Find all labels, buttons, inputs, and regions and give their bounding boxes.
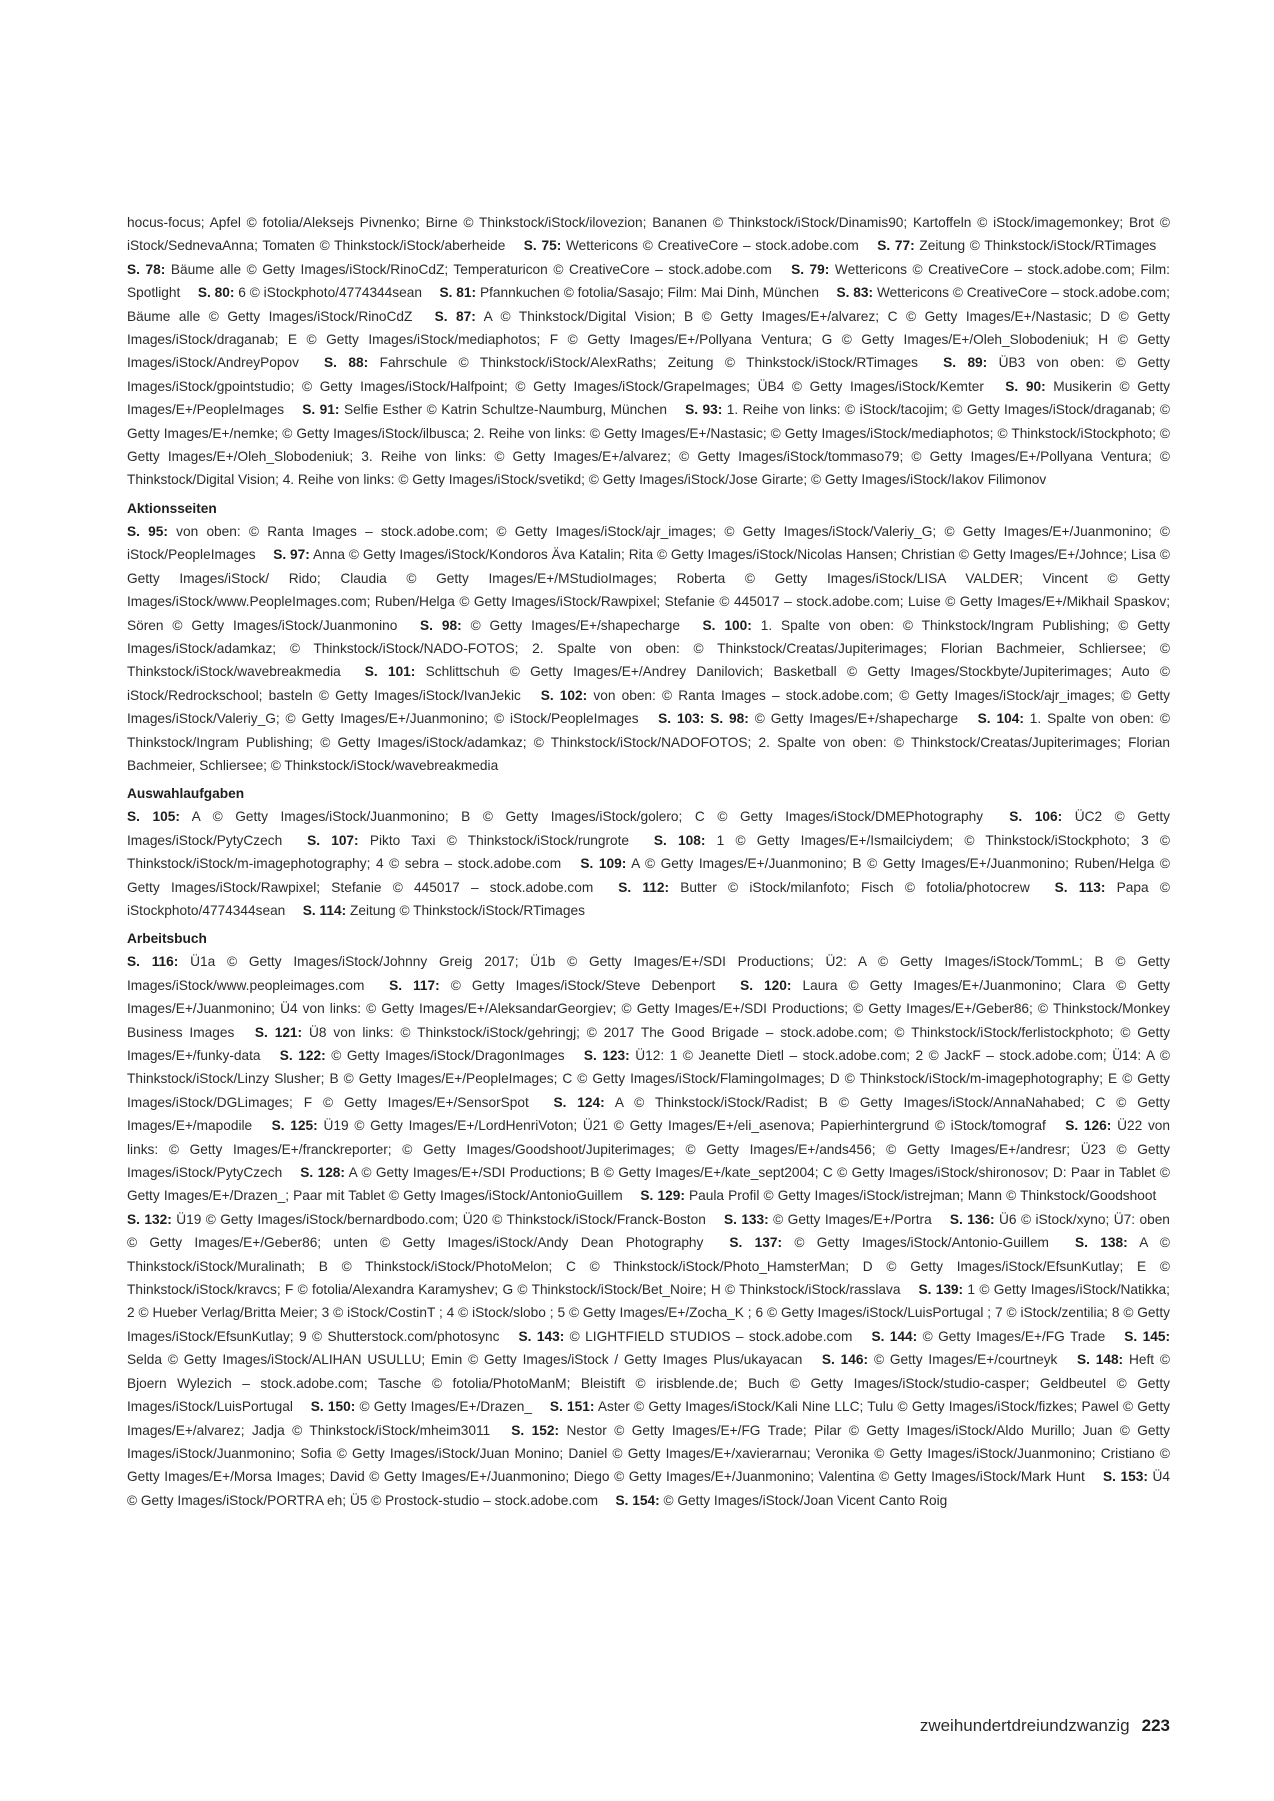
page-number: 223: [1141, 1716, 1170, 1735]
credit-text: © Getty Images/E+/Drazen_: [359, 1399, 533, 1415]
credit-text: 1. Spalte von oben: © Thinkstock/Ingram Publishing; © Getty Images/iStock/adamkaz; © Thinkstock/iStock/NADO-FOTOS; 2. Spalte von oben: © Thinkstock/Creatas/Jupiterimages; Florian Bachmeier, Schliersee; © Thinkstock/iStock/wavebreakmedia: [127, 617, 1170, 680]
credit-text: Ü19 © Getty Images/E+/LordHenriVoton; Ü21 © Getty Images/E+/eli_asenova; Papierhintergrund © iStock/tomograf: [323, 1118, 1046, 1134]
page-ref: S. 112:: [618, 879, 670, 895]
credit-text: Ü8 von links: © Thinkstock/iStock/gehringj; © 2017 The Good Brigade – stock.adobe.com; © Thinkstock/iStock/ferlistockphoto; © Getty Images/E+/funky-data: [127, 1024, 1170, 1063]
page-ref: S. 88:: [324, 355, 369, 371]
credit-text: Selda © Getty Images/iStock/ALIHAN USULLU; Emin © Getty Images/iStock / Getty Images Plus/ukayacan: [127, 1352, 803, 1368]
credit-text: Zeitung © Thinkstock/iStock/RTimages: [919, 238, 1157, 254]
credit-text: Wettericons © CreativeCore – stock.adobe.com; Bäume alle © Getty Images/iStock/RinoCdZ: [127, 285, 1170, 324]
section-heading-arbeitsbuch: Arbeitsbuch: [127, 931, 207, 947]
page-ref: S. 120:: [740, 977, 792, 993]
credit-text: Musikerin © Getty Images/E+/PeopleImages: [127, 378, 1170, 418]
page-number-word: zweihundertdreiundzwanzig: [919, 1716, 1130, 1735]
credit-text: A © Getty Images/E+/SDI Productions; B © Getty Images/E+/kate_sept2004; C © Getty Images/iStock/shironosov; D: Paar in Tablet © Getty Images/E+/Drazen_; Paar mit Tablet © Getty Images/iStock/AntonioGuillem: [127, 1165, 1170, 1204]
page-ref: S. 151:: [549, 1399, 595, 1415]
credit-text: A © Thinkstock/iStock/Muralinath; B © Thinkstock/iStock/PhotoMelon; C © Thinkstock/iStock/Photo_HamsterMan; D © Getty Images/iStock/EfsunKutlay; E © Thinkstock/iStock/kravcs; F © fotolia/Alexandra Karamyshev; G © Thinkstock/iStock/Bet_Noire; H © Thinkstock/iStock/rasslava: [127, 1235, 1170, 1298]
page-ref: S. 154:: [615, 1492, 660, 1508]
page-ref: S. 139:: [918, 1282, 964, 1298]
credit-text: A © Getty Images/iStock/Juanmonino; B © Getty Images/iStock/golero; C © Getty Images/iStock/DMEPhotography: [191, 809, 984, 825]
credit-text: © Getty Images/E+/Portra: [773, 1211, 932, 1227]
page-ref: S. 91:: [302, 402, 340, 418]
credit-text: Laura © Getty Images/E+/Juanmonino; Clara © Getty Images/E+/Juanmonino; Ü4 von links: © Getty Images/E+/AleksandarGeorgiev; © Getty Images/E+/SDI Productions; © Getty Images/E+/Geber86; © Thinkstock/Monkey Business Images: [127, 977, 1171, 1040]
page-ref: S. 103: S. 98:: [658, 711, 749, 727]
credit-text: Pfannkuchen © fotolia/Sasajo; Film: Mai Dinh, München: [479, 285, 819, 301]
page-ref: S. 109:: [580, 856, 627, 872]
credit-text: Anna © Getty Images/iStock/Kondoros Äva Katalin; Rita © Getty Images/iStock/Nicolas Hansen; Christian © Getty Images/E+/Johnce; Lisa © Getty Images/iStock/ Rido; Claudia © Getty Images/E+/MStudioImages; Roberta © Getty Images/iStock/LISA VALDER; Vincent © Getty Images/iStock/www.PeopleImages.com; Ruben/Helga © Getty Images/iStock/Rawpixel; Stefanie © 445017 – stock.adobe.com; Luise © Getty Images/E+/Mikhail Spaskov; Sören © Getty Images/iStock/Juanmonino: [127, 547, 1170, 633]
section-paragraph-aktionsseiten: [127, 520, 1170, 777]
page-ref: S. 144:: [871, 1328, 918, 1344]
credit-text: © LIGHTFIELD STUDIOS – stock.adobe.com: [569, 1328, 853, 1344]
credit-text: Schlittschuh © Getty Images/E+/Andrey Danilovich; Basketball © Getty Images/Stockbyte/Jupiterimages; Auto © iStock/Redrockschool; basteln © Getty Images/iStock/IvanJekic: [127, 664, 1170, 703]
credit-text: © Getty Images/iStock/DragonImages: [331, 1048, 565, 1063]
page-ref: S. 136:: [949, 1211, 995, 1227]
credit-text: Selfie Esther © Katrin Schultze-Naumburg, München: [343, 402, 667, 418]
credit-text: Nestor © Getty Images/E+/FG Trade; Pilar © Getty Images/iStock/Aldo Murillo; Juan © Getty Images/iStock/Juanmonino; Sofia © Getty Images/iStock/Juan Monino; Daniel © Getty Images/E+/xavierarnau; Veronika © Getty Images/iStock/Juanmonino; Cristiano © Getty Images/E+/Morsa Images; David © Getty Images/E+/Juanmonino; Diego © Getty Images/E+/Juanmonino; Valentina © Getty Images/iStock/Mark Hunt: [127, 1422, 1170, 1485]
page-ref: S. 129:: [640, 1188, 685, 1204]
section-heading-auswahlaufgaben: Auswahlaufgaben: [127, 786, 245, 802]
page-ref: S. 107:: [307, 832, 359, 848]
credit-text: © Getty Images/E+/FG Trade: [922, 1328, 1106, 1344]
page-ref: S. 102:: [540, 687, 588, 703]
page-ref: S. 113:: [1054, 879, 1106, 895]
page-ref: S. 138:: [1074, 1235, 1128, 1251]
page-ref: S. 98:: [420, 617, 462, 633]
page-ref: S. 104:: [977, 711, 1024, 727]
page-ref: S. 95:: [127, 523, 168, 539]
page-ref: S. 153:: [1103, 1469, 1148, 1485]
page-ref: S. 81:: [439, 285, 477, 301]
credit-text: Fahrschule © Thinkstock/iStock/AlexRaths; Zeitung © Thinkstock/iStock/RTimages: [379, 355, 919, 371]
page-ref: S. 128:: [300, 1165, 345, 1181]
credit-text: Aster © Getty Images/iStock/Kali Nine LLC; Tulu © Getty Images/iStock/fizkes; Pawel © Getty Images/E+/alvarez; Jadja © Thinkstock/iStock/mheim3011: [127, 1399, 1170, 1438]
credit-text: Butter © iStock/milanfoto; Fisch © fotolia/photocrew: [680, 879, 1030, 895]
page-footer: [920, 1716, 1170, 1736]
credit-text: 1. Reihe von links: © iStock/tacojim; © Getty Images/iStock/draganab; © Getty Images/E+/nemke; © Getty Images/iStock/ilbusca; 2. Reihe von links: © Getty Images/E+/Nastasic; © Getty Images/iStock/mediaphotos; © Thinkstock/iStockphoto; © Getty Images/E+/Oleh_Slobodeniuk; 3. Reihe von links: © Getty Images/E+/alvarez; © Getty Images/iStock/tommaso79; © Getty Images/E+/Pollyana Ventura; © Thinkstock/Digital Vision; 4. Reihe von links: © Getty Images/iStock/svetikd; © Getty Images/iStock/Jose Girarte; © Getty Images/iStock/Iakov Filimonov: [127, 402, 1170, 488]
page-ref: S. 124:: [553, 1094, 605, 1110]
credit-text: Ü6 © iStock/xyno; Ü7: oben © Getty Images/E+/Geber86; unten © Getty Images/iStock/Andy Dean Photography: [127, 1211, 1170, 1251]
credit-text: © Getty Images/E+/courtneyk: [873, 1352, 1058, 1368]
credit-text: 1 © Getty Images/iStock/Natikka; 2 © Hueber Verlag/Britta Meier; 3 © iStock/CostinT ; 4 © iStock/slobo ; 5 © Getty Images/E+/Zocha_K ; 6 © Getty Images/iStock/LuisPortugal ; 7 © iStock/zentilia; 8 © Getty Images/iStock/EfsunKutlay; 9 © Shutterstock.com/photosync: [127, 1282, 1170, 1344]
credit-text: Pikto Taxi © Thinkstock/iStock/rungrote: [369, 832, 630, 848]
page-ref: S. 77:: [877, 238, 915, 254]
credit-text: A © Thinkstock/iStock/Radist; B © Getty Images/iStock/AnnaNahabed; C © Getty Images/E+/mapodile: [127, 1094, 1170, 1134]
page-ref: S. 97:: [273, 547, 310, 563]
page-ref: S. 87:: [434, 308, 476, 324]
page-ref: S. 126:: [1065, 1118, 1112, 1134]
page-ref: S. 132:: [127, 1211, 172, 1227]
credit-text: Wettericons © CreativeCore – stock.adobe.com: [566, 238, 859, 254]
credit-text: ÜB3 von oben: © Getty Images/iStock/gpointstudio; © Getty Images/iStock/Halfpoint; © Getty Images/iStock/GrapeImages; ÜB4 © Getty Images/iStock/Kemter: [127, 355, 1170, 394]
credit-text: Bäume alle © Getty Images/iStock/RinoCdZ; Temperaturicon © CreativeCore – stock.adobe.com: [170, 261, 772, 277]
page-ref: S. 145:: [1124, 1328, 1171, 1344]
page-ref: S. 121:: [254, 1024, 303, 1040]
credit-text: © Getty Images/E+/shapecharge: [470, 617, 680, 633]
page-ref: S. 78:: [127, 261, 166, 277]
credit-text: Heft © Bjoern Wylezich – stock.adobe.com; Tasche © fotolia/PhotoManM; Bleistift © irisblende.de; Buch © Getty Images/iStock/studio-casper; Geldbeutel © Getty Images/iStock/LuisPortugal: [127, 1352, 1171, 1415]
credit-text: A © Getty Images/E+/Juanmonino; B © Getty Images/E+/Juanmonino; Ruben/Helga © Getty Images/iStock/Rawpixel; Stefanie © 445017 – stock.adobe.com: [127, 856, 1170, 895]
intro-paragraph: [127, 211, 1170, 492]
page-ref: S. 105:: [127, 809, 180, 825]
page-ref: S. 148:: [1076, 1352, 1124, 1368]
credit-text: Ü4 © Getty Images/iStock/PORTRA eh; Ü5 © Prostock-studio – stock.adobe.com: [127, 1469, 1170, 1508]
credit-text: © Getty Images/E+/shapecharge: [754, 711, 959, 727]
page-ref: S. 90:: [1005, 378, 1046, 394]
page-ref: S. 101:: [364, 664, 416, 680]
page-ref: S. 146:: [821, 1352, 869, 1368]
page-ref: S. 117:: [389, 977, 440, 993]
page-ref: S. 108:: [653, 832, 706, 848]
credit-text: 1 © Getty Images/E+/Ismailciydem; © Thinkstock/iStockphoto; 3 © Thinkstock/iStock/m-imagephotography; 4 © sebra – stock.adobe.com: [127, 832, 1171, 872]
page-ref: S. 150:: [310, 1399, 356, 1415]
page-ref: S. 93:: [685, 402, 723, 418]
page-ref: S. 89:: [943, 355, 988, 371]
credit-text: A © Thinkstock/Digital Vision; B © Getty Images/E+/alvarez; C © Getty Images/E+/Nastasic; D © Getty Images/iStock/draganab; E © Getty Images/iStock/mediaphotos; F © Getty Images/E+/Pollyana Ventura; G © Getty Images/E+/Oleh_Slobodeniuk; H © Getty Images/iStock/AndreyPopov: [127, 308, 1170, 371]
credit-text: © Getty Images/iStock/Steve Debenport: [450, 977, 716, 993]
page-ref: S. 123:: [583, 1048, 630, 1063]
page-ref: S. 137:: [729, 1235, 783, 1251]
credit-text: © Getty Images/iStock/Joan Vicent Canto Roig: [663, 1492, 948, 1508]
page-ref: S. 100:: [702, 617, 752, 633]
page-ref: S. 116:: [127, 954, 179, 970]
page-ref: S. 75:: [523, 238, 562, 254]
credit-text: Ü22 von links: © Getty Images/E+/franckreporter; © Getty Images/Goodshoot/Jupiterimages; © Getty Images/E+/ands456; © Getty Images/E+/andresr; Ü23 © Getty Images/iStock/PytyCzech: [127, 1118, 1171, 1181]
credit-text: Paula Profil © Getty Images/iStock/istrejman; Mann © Thinkstock/Goodshoot: [689, 1188, 1157, 1204]
page-ref: S. 125:: [271, 1118, 318, 1134]
credit-text: Papa © iStockphoto/4774344sean: [127, 879, 1170, 918]
page-ref: S. 114:: [302, 902, 347, 918]
page-ref: S. 80:: [197, 285, 235, 301]
credit-text: von oben: © Ranta Images – stock.adobe.com; © Getty Images/iStock/ajr_images; © Getty Images/iStock/Valeriy_G; © Getty Images/E+/Juanmonino; © iStock/PeopleImages: [127, 523, 1170, 563]
page-ref: S. 152:: [511, 1422, 560, 1438]
credit-text: ÜC2 © Getty Images/iStock/PytyCzech: [127, 809, 1170, 848]
credit-text: 1. Spalte von oben: © Thinkstock/Ingram Publishing; © Getty Images/iStock/adamkaz; © Thinkstock/iStock/NADOFOTOS; 2. Spalte von oben: © Thinkstock/Creatas/Jupiterimages; Florian Bachmeier, Schliersee; © Thinkstock/iStock/wavebreakmedia: [127, 711, 1170, 773]
credit-text: Zeitung © Thinkstock/iStock/RTimages: [349, 902, 585, 918]
page-ref: S. 83:: [836, 285, 874, 301]
section-paragraph-arbeitsbuch: [127, 950, 1170, 1512]
credit-text: © Getty Images/iStock/Antonio-Guillem: [794, 1235, 1049, 1251]
credit-text: hocus-focus; Apfel © fotolia/Aleksejs Pivnenko; Birne © Thinkstock/iStock/ilovezion; Bananen © Thinkstock/iStock/Dinamis90; Kartoffeln © iStock/imagemonkey; Brot © iStock/SednevaAnna; Tomaten © Thinkstock/iStock/aberheide: [127, 215, 1170, 254]
page-ref: S. 143:: [518, 1328, 565, 1344]
page-ref: S. 133:: [723, 1211, 769, 1227]
credits-content: [127, 211, 1170, 1512]
credit-text: 6 © iStockphoto/4774344sean: [238, 285, 422, 301]
section-heading-aktionsseiten: Aktionsseiten: [127, 500, 217, 516]
credit-text: Ü1a © Getty Images/iStock/Johnny Greig 2017; Ü1b © Getty Images/E+/SDI Productions; Ü2: A © Getty Images/iStock/TommL; B © Getty Images/iStock/www.peopleimages.com: [127, 954, 1170, 993]
credit-text: Wettericons © CreativeCore – stock.adobe.com; Film: Spotlight: [127, 261, 1170, 301]
page-ref: S. 79:: [791, 261, 830, 277]
page-ref: S. 122:: [279, 1048, 326, 1063]
credit-text: Ü12: 1 © Jeanette Dietl – stock.adobe.com; 2 © JackF – stock.adobe.com; Ü14: A © Thinkstock/iStock/Linzy Slusher; B © Getty Images/E+/PeopleImages; C © Getty Images/iStock/FlamingoImages; D © Thinkstock/iStock/m-imagephotography; E © Getty Images/iStock/DGLimages; F © Getty Images/E+/SensorSpot: [127, 1048, 1170, 1110]
credit-text: von oben: © Ranta Images – stock.adobe.com; © Getty Images/iStock/ajr_images; © Getty Images/iStock/Valeriy_G; © Getty Images/E+/Juanmonino; © iStock/PeopleImages: [127, 687, 1170, 727]
page-ref: S. 106:: [1009, 809, 1063, 825]
credit-text: Ü19 © Getty Images/iStock/bernardbodo.com; Ü20 © Thinkstock/iStock/Franck-Boston: [176, 1211, 706, 1227]
section-paragraph-auswahlaufgaben: [127, 805, 1170, 922]
